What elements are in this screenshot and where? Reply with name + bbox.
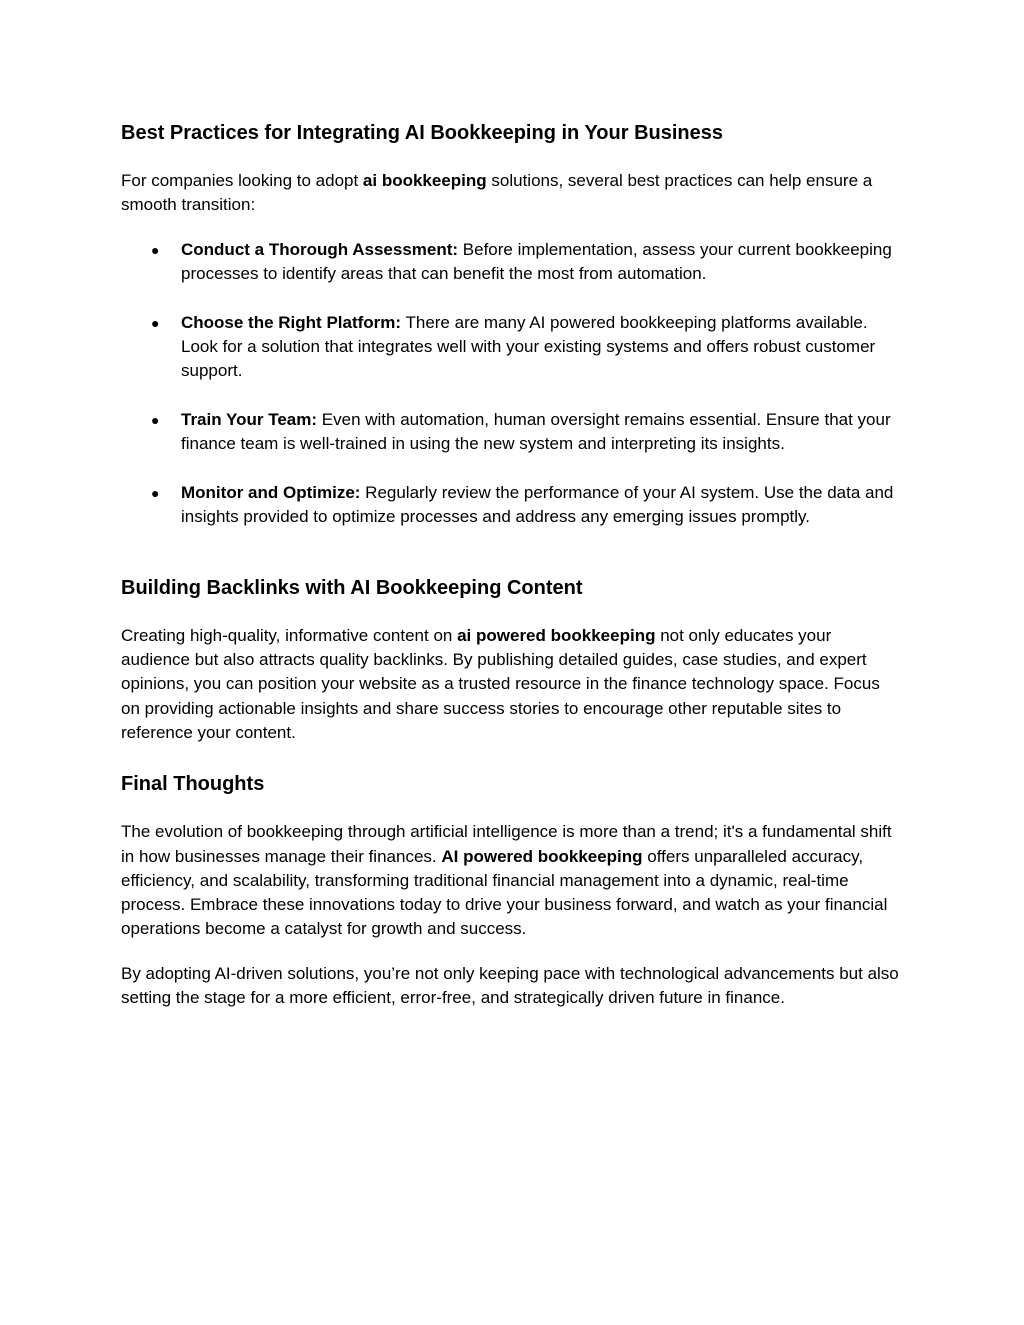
- backlinks-text-start: Creating high-quality, informative content on: [121, 625, 458, 645]
- list-item: [121, 408, 901, 457]
- list-item: [121, 238, 901, 287]
- list-item-text: There are many AI powered bookkeeping platforms available. Look for a solution that integrates well with your existing systems and offers robust customer support.: [181, 312, 876, 381]
- backlinks-text-end: not only educates your audience but also attracts quality backlinks. By publishing detailed guides, case studies, and expert opinions, you can position your website as a trusted resource in the finance technology space. Focus on providing actionable insights and share success stories to encourage other reputable sites to reference your content.: [121, 625, 880, 742]
- backlinks-keyword: ai powered bookkeeping: [457, 625, 656, 645]
- final-paragraph-2: By adopting AI-driven solutions, you’re not only keeping pace with technological advancements but also setting the stage for a more efficient, error-free, and strategically driven future in finance.: [121, 963, 899, 1008]
- list-item: [121, 481, 901, 530]
- final-text-end: offers unparalleled accuracy, efficiency, and scalability, transforming traditional financial management into a dynamic, real-time process. Embrace these innovations today to drive your business forward, and watch as your financial operations become a catalyst for growth and success.: [121, 846, 888, 939]
- section-heading-best-practices: Best Practices for Integrating AI Bookkeeping in Your Business: [121, 122, 723, 144]
- bullet-icon: ●: [151, 314, 160, 331]
- bullet-icon: ●: [151, 412, 160, 429]
- list-item-text: Even with automation, human oversight remains essential. Ensure that your finance team is well-trained in using the new system and interpreting its insights.: [181, 410, 891, 454]
- backlinks-paragraph: [121, 624, 901, 745]
- intro-text-start: For companies looking to adopt: [121, 171, 363, 190]
- final-paragraph-1: [121, 820, 901, 941]
- list-item-title: Conduct a Thorough Assessment:: [181, 239, 459, 259]
- intro-text-end: solutions, several best practices can help ensure a smooth transition:: [121, 171, 873, 215]
- intro-keyword: ai bookkeeping: [362, 171, 487, 190]
- section-heading-backlinks: Building Backlinks with AI Bookkeeping Content: [121, 576, 583, 599]
- list-item-text: Before implementation, assess your current bookkeeping processes to identify areas that can benefit the most from automation.: [181, 239, 892, 283]
- section-heading-final-thoughts: Final Thoughts: [121, 773, 265, 796]
- list-item-title: Choose the Right Platform:: [181, 312, 402, 332]
- list-item-title: Train Your Team:: [181, 410, 318, 430]
- list-item-title: Monitor and Optimize:: [181, 483, 361, 503]
- list-item: [121, 311, 901, 384]
- final-keyword: AI powered bookkeeping: [441, 846, 643, 866]
- bullet-icon: ●: [151, 485, 160, 502]
- best-practices-list: [121, 238, 901, 530]
- final-text-start: The evolution of bookkeeping through artificial intelligence is more than a trend; it's a fundamental shift in how businesses manage their finances.: [121, 822, 892, 866]
- bullet-icon: ●: [151, 241, 160, 258]
- intro-paragraph: [121, 169, 901, 218]
- list-item-text: Regularly review the performance of your AI system. Use the data and insights provided to optimize processes and address any emerging issues promptly.: [181, 483, 894, 527]
- document-body: [121, 118, 901, 1010]
